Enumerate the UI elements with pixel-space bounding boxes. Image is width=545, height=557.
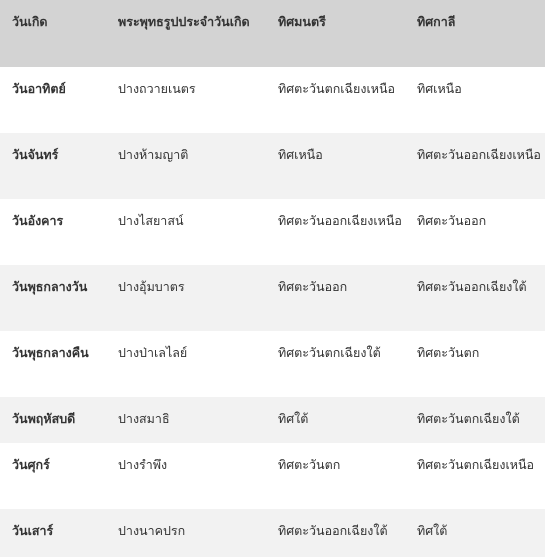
- cell-buddha: ปางนาคปรก: [118, 523, 186, 538]
- cell-day: วันอาทิตย์: [12, 81, 66, 96]
- cell-montri: ทิศตะวันออกเฉียงเหนือ: [278, 213, 402, 228]
- cell-montri: ทิศตะวันออกเฉียงใต้: [278, 523, 388, 538]
- header-montri: ทิศมนตรี: [278, 14, 326, 29]
- table-row: [0, 443, 545, 509]
- cell-kali: ทิศตะวันออก: [417, 213, 487, 228]
- table-row: [0, 397, 545, 443]
- cell-kali: ทิศตะวันออกเฉียงเหนือ: [417, 147, 541, 162]
- cell-kali: ทิศตะวันออกเฉียงใต้: [417, 279, 527, 294]
- cell-buddha: ปางอุ้มบาตร: [118, 279, 185, 294]
- cell-kali: ทิศตะวันตกเฉียงใต้: [417, 411, 520, 426]
- cell-day: วันอังคาร: [12, 213, 64, 228]
- cell-day: วันพฤหัสบดี: [12, 411, 76, 426]
- cell-montri: ทิศเหนือ: [278, 147, 323, 162]
- table-row: [0, 509, 545, 557]
- cell-kali: ทิศใต้: [417, 523, 448, 538]
- cell-day: วันเสาร์: [12, 523, 54, 538]
- header-birthday: วันเกิด: [12, 14, 48, 29]
- cell-day: วันพุธกลางคืน: [12, 345, 89, 360]
- cell-buddha: ปางไสยาสน์: [118, 213, 184, 228]
- cell-kali: ทิศตะวันตกเฉียงเหนือ: [417, 457, 535, 472]
- table-row: [0, 67, 545, 133]
- cell-montri: ทิศตะวันตก: [278, 457, 341, 472]
- table-header-row: [0, 0, 545, 67]
- cell-kali: ทิศตะวันตก: [417, 345, 480, 360]
- cell-buddha: ปางถวายเนตร: [118, 81, 196, 96]
- cell-buddha: ปางป่าเลไลย์: [118, 345, 188, 360]
- cell-day: วันจันทร์: [12, 147, 59, 162]
- cell-montri: ทิศตะวันตกเฉียงเหนือ: [278, 81, 396, 96]
- cell-kali: ทิศเหนือ: [417, 81, 462, 96]
- table-row: [0, 331, 545, 397]
- cell-buddha: ปางสมาธิ: [118, 411, 170, 426]
- cell-buddha: ปางรำพึง: [118, 457, 168, 472]
- cell-day: วันศุกร์: [12, 457, 50, 472]
- table-row: [0, 265, 545, 331]
- cell-buddha: ปางห้ามญาติ: [118, 147, 189, 162]
- header-buddha: พระพุทธรูปประจำวันเกิด: [118, 14, 250, 29]
- header-kali: ทิศกาลี: [417, 14, 456, 29]
- table-row: [0, 133, 545, 199]
- table-row: [0, 199, 545, 265]
- cell-montri: ทิศตะวันออก: [278, 279, 348, 294]
- cell-montri: ทิศตะวันตกเฉียงใต้: [278, 345, 381, 360]
- cell-montri: ทิศใต้: [278, 411, 309, 426]
- cell-day: วันพุธกลางวัน: [12, 279, 88, 294]
